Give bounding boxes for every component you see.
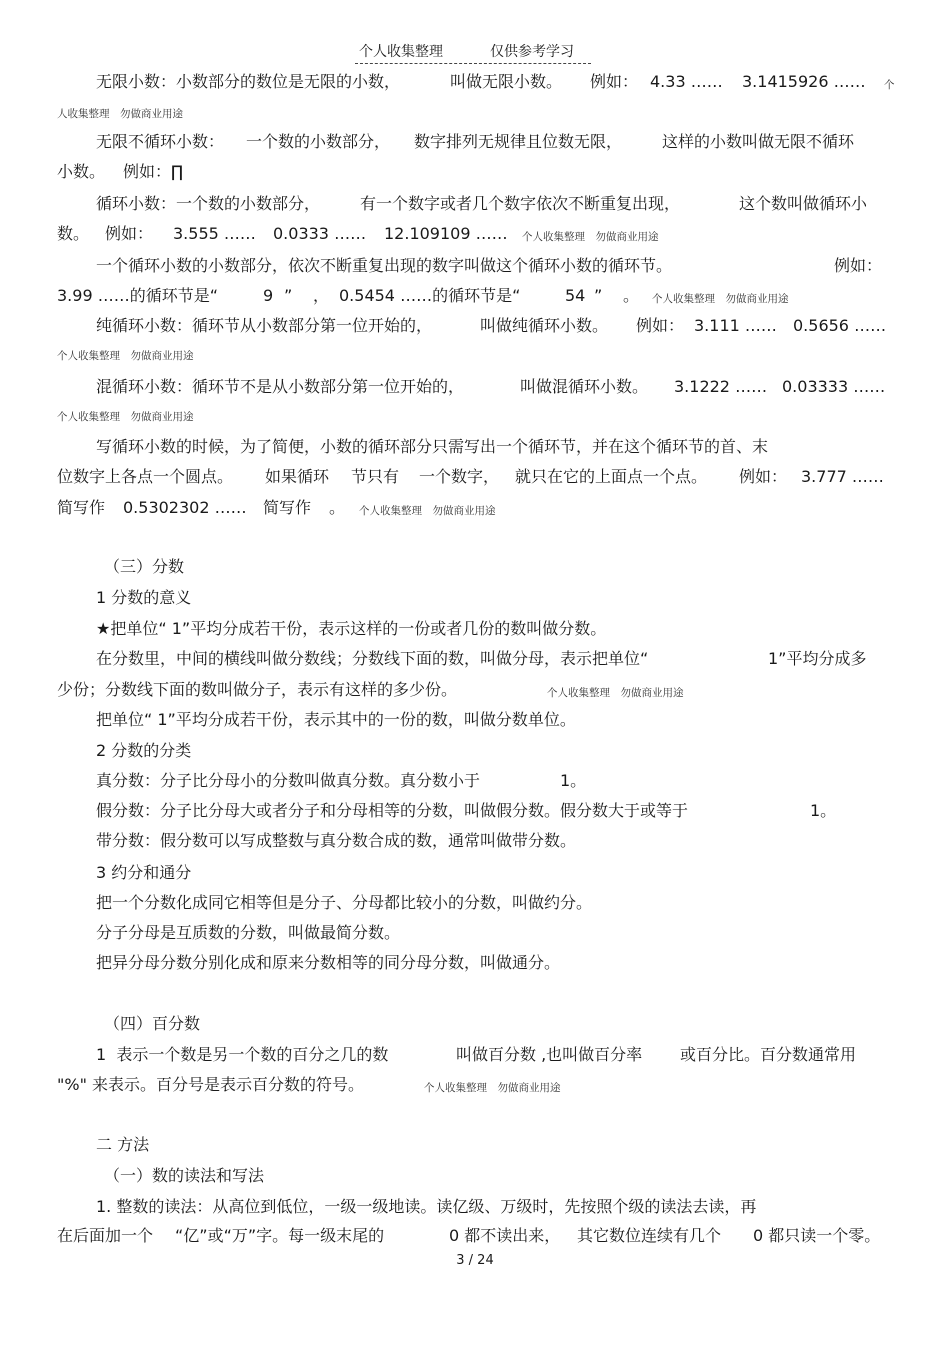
page-header — [355, 40, 591, 64]
line-nonrepeating-decimal: 无限不循环小数： 一个数的小数部分， 数字排列无规律且位数无限， 这样的小数叫做无限不循环 — [96, 132, 855, 151]
line-repeating-example: 数。 例如： 3.555 …… 0.0333 …… 12.109109 …… 个人收集整理 勿做商业用途 — [57, 224, 659, 243]
line-repeating-decimal: 循环小数：一个数的小数部分， 有一个数字或者几个数字依次不断重复出现， 这个数叫做循环小 — [96, 194, 868, 213]
line-integer-reading: 1. 整数的读法：从高位到低位，一级一级地读。读亿级、万级时，先按照个级的读法去读，再 — [96, 1197, 757, 1216]
line-nonrepeating-example: 小数。 例如：∏ — [57, 162, 184, 181]
line-percent-def: 1 表示一个数是另一个数的百分之几的数 叫做百分数 ,也叫做百分率 或百分比。百分数通常用 — [96, 1045, 857, 1064]
section-percent: （四）百分数 — [104, 1014, 201, 1033]
line-reduce: 把一个分数化成同它相等但是分子、分母都比较小的分数，叫做约分。 — [96, 893, 593, 912]
line-improper-fraction: 假分数：分子比分母大或者分子和分母相等的分数，叫做假分数。假分数大于或等于 1。 — [96, 801, 837, 820]
watermark-note: 个人收集整理 勿做商业用途 — [57, 411, 194, 423]
line-pure-repeating: 纯循环小数：循环节从小数部分第一位开始的， 叫做纯循环小数。 例如： 3.111 …… 0.5656 …… — [96, 316, 887, 335]
subsection-fraction-meaning: 1 分数的意义 — [96, 588, 192, 607]
watermark-note: 个人收集整理 勿做商业用途 — [57, 350, 194, 362]
line-fraction-numerator: 少份；分数线下面的数叫做分子，表示有这样的多少份。 个人收集整理 勿做商业用途 — [57, 680, 684, 699]
line-fraction-unit: 把单位“ 1”平均分成若干份，表示其中的一份的数，叫做分数单位。 — [96, 710, 576, 729]
line-repetend: 一个循环小数的小数部分，依次不断重复出现的数字叫做这个循环小数的循环节。 例如： — [96, 256, 883, 275]
header-right: 仅供参考学习 — [490, 44, 574, 60]
line-infinite-decimal: 无限小数：小数部分的数位是无限的小数， 叫做无限小数。 例如： 4.33 …… 3.1415926 …… 个 — [96, 72, 895, 91]
line-fraction-line: 在分数里，中间的横线叫做分数线；分数线下面的数，叫做分母，表示把单位“ 1”平均分成多 — [96, 649, 867, 668]
line-proper-fraction: 真分数：分子比分母小的分数叫做真分数。真分数小于 1。 — [96, 771, 587, 790]
subsection-reduce-common: 3 约分和通分 — [96, 863, 192, 882]
line-writing-repeating-2: 位数字上各点一个圆点。 如果循环 节只有 一个数字， 就只在它的上面点一个点。 例如： 3.777 …… — [57, 467, 884, 486]
line-repetend-example: 3.99 ……的循环节是“ 9 ” ， 0.5454 ……的循环节是“ 54 ” 。 个人收集整理 勿做商业用途 — [57, 286, 789, 305]
line-mixed-repeating: 混循环小数：循环节不是从小数部分第一位开始的， 叫做混循环小数。 3.1222 …… 0.03333 …… — [96, 377, 886, 396]
line-percent-sign: "%" 来表示。百分号是表示百分数的符号。 个人收集整理 勿做商业用途 — [57, 1075, 561, 1094]
line-simplest: 分子分母是互质数的分数，叫做最简分数。 — [96, 923, 401, 942]
header-left: 个人收集整理 — [359, 44, 443, 60]
line-fraction-def: ★把单位“ 1”平均分成若干份，表示这样的一份或者几份的数叫做分数。 — [96, 619, 607, 638]
subsection-read-write: （一）数的读法和写法 — [104, 1166, 265, 1185]
line-writing-repeating: 写循环小数的时候，为了简便，小数的循环部分只需写出一个循环节，并在这个循环节的首、末 — [96, 437, 769, 456]
line-writing-repeating-3: 简写作 0.5302302 …… 简写作 。 个人收集整理 勿做商业用途 — [57, 498, 496, 517]
line-integer-reading-2: 在后面加一个 “亿”或“万”字。每一级末尾的 0 都不读出来， 其它数位连续有几个 0 都只读一个零。 — [57, 1226, 881, 1245]
section-fractions: （三）分数 — [104, 557, 185, 576]
watermark-note: 人收集整理 勿做商业用途 — [57, 108, 183, 120]
line-mixed-fraction: 带分数：假分数可以写成整数与真分数合成的数，通常叫做带分数。 — [96, 831, 577, 850]
subsection-fraction-types: 2 分数的分类 — [96, 741, 192, 760]
page-number: 3 / 24 — [456, 1253, 494, 1268]
section-methods: 二 方法 — [96, 1135, 150, 1154]
line-common-denominator: 把异分母分数分别化成和原来分数相等的同分母分数，叫做通分。 — [96, 953, 561, 972]
